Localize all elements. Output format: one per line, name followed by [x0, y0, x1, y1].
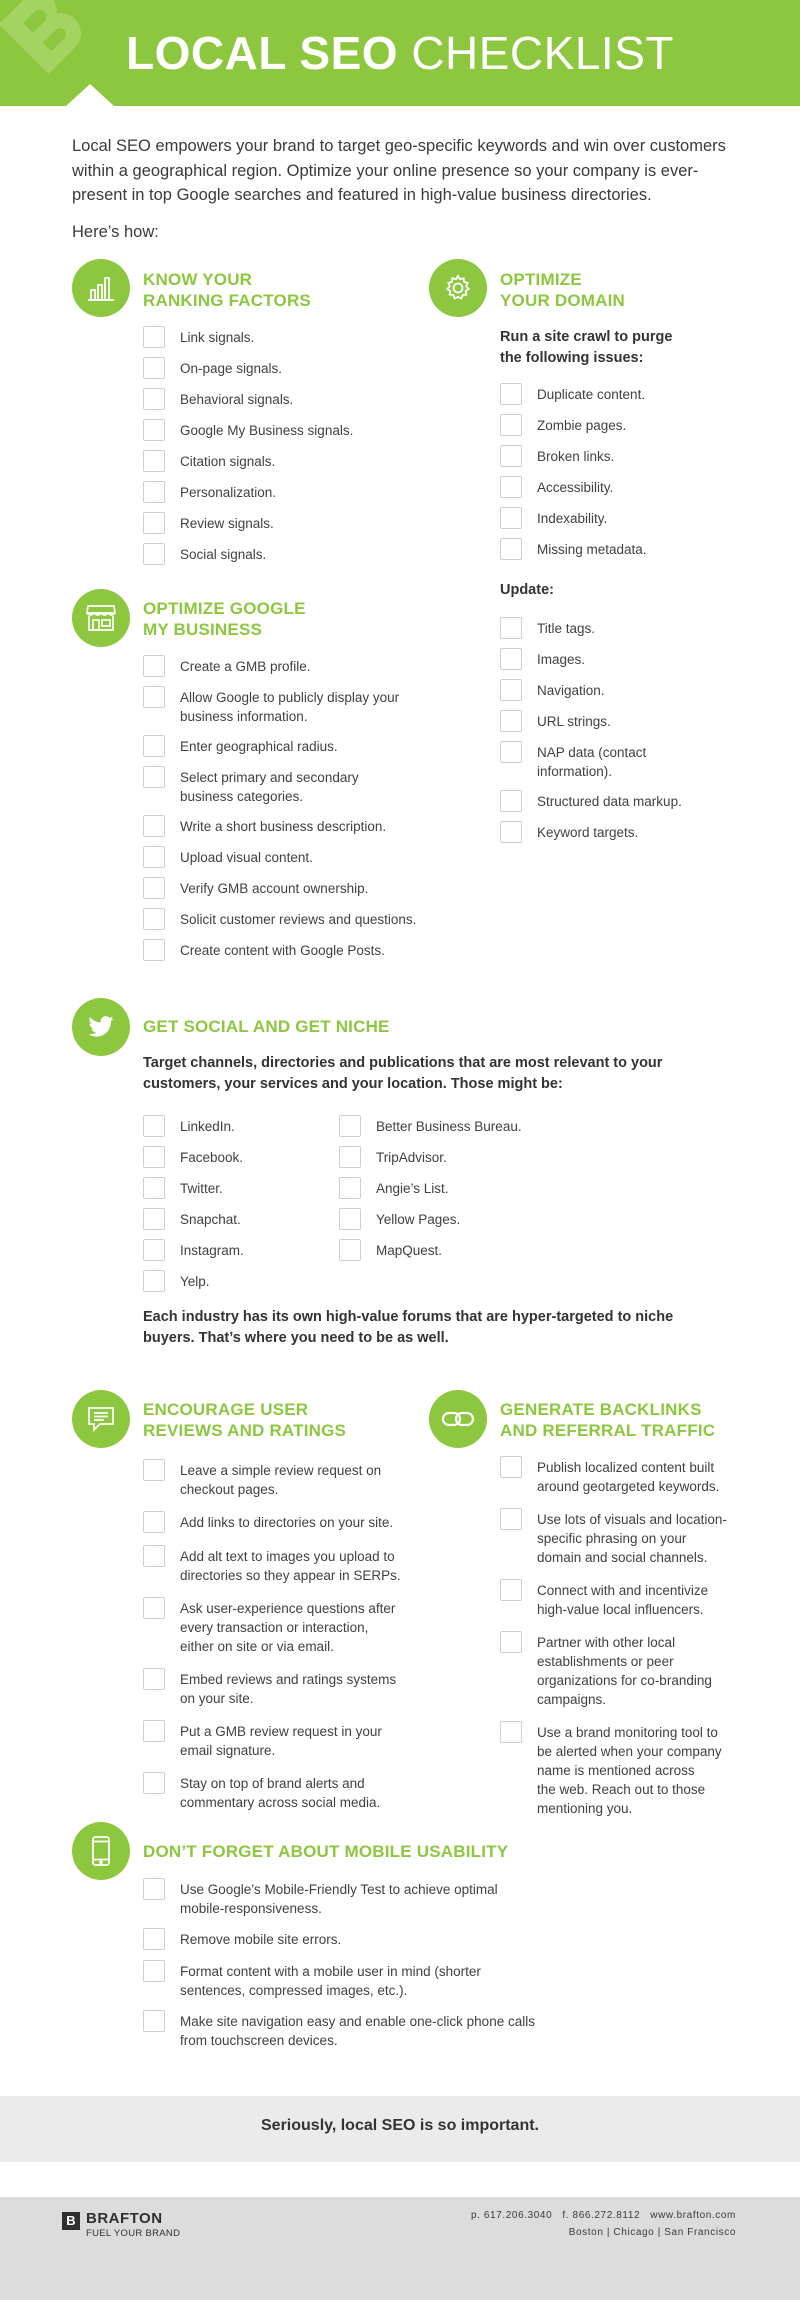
ranking-item-label: Review signals. — [180, 516, 274, 531]
checkbox[interactable] — [500, 1579, 522, 1601]
checkbox[interactable] — [500, 648, 522, 670]
gmb-icon-circle — [72, 589, 130, 647]
social-outro: Each industry has its own high-value forums that are hyper-targeted to niche buyers. That’s where you need to be as well. — [143, 1309, 674, 1346]
gmb-item-label: Create a GMB profile. — [180, 659, 311, 674]
update-item-label: Keyword targets. — [537, 825, 639, 840]
mobile-item — [143, 1880, 563, 1918]
backlinks-item — [500, 1510, 760, 1567]
ranking-item-label: Google My Business signals. — [180, 423, 354, 438]
crawl-item — [500, 447, 760, 467]
update-item — [500, 681, 760, 701]
checkbox[interactable] — [500, 476, 522, 498]
reviews-item-label: Put a GMB review request in your email signature. — [180, 1724, 382, 1758]
checkbox[interactable] — [143, 908, 165, 930]
checkbox[interactable] — [500, 741, 522, 763]
reviews-item-label: Leave a simple review request on checkout pages. — [180, 1463, 382, 1497]
mobile-title: DON’T FORGET ABOUT MOBILE USABILITY — [143, 1842, 509, 1861]
crawl-item — [500, 416, 760, 436]
ranking-item — [143, 421, 403, 441]
backlinks-item — [500, 1458, 760, 1496]
crawl-item-label: Broken links. — [537, 449, 615, 464]
social-item-label: Instagram. — [180, 1243, 244, 1258]
brand-tagline: FUEL YOUR BRAND — [86, 2228, 181, 2239]
reviews-list — [143, 1461, 433, 1812]
checkbox[interactable] — [500, 414, 522, 436]
checkbox[interactable] — [143, 326, 165, 348]
link-chain-icon — [441, 1409, 475, 1429]
ranking-title: KNOW YOUR RANKING FACTORS — [143, 270, 311, 310]
title-light: CHECKLIST — [411, 27, 674, 79]
gmb-item — [143, 737, 443, 757]
backlinks-title: GENERATE BACKLINKS AND REFERRAL TRAFFIC — [500, 1400, 716, 1440]
crawl-item-label: Accessibility. — [537, 480, 614, 495]
gmb-item-label: Select primary and secondary business categories. — [180, 770, 359, 804]
social-item-label: Yelp. — [180, 1274, 210, 1289]
gmb-item-label: Solicit customer reviews and questions. — [180, 912, 417, 927]
mobile-item-label: Remove mobile site errors. — [180, 1932, 342, 1947]
mobile-item-label: Format content with a mobile user in mind (shorter sentences, compressed images, etc.). — [180, 1964, 481, 1998]
gmb-item-label: Write a short business description. — [180, 819, 387, 834]
mobile-item-label: Use Google’s Mobile-Friendly Test to achieve optimal mobile-responsiveness. — [180, 1882, 498, 1916]
update-item — [500, 712, 760, 732]
checkbox[interactable] — [143, 766, 165, 788]
backlinks-item-label: Connect with and incentivize high-value local influencers. — [537, 1583, 709, 1617]
ranking-icon-circle — [72, 259, 130, 317]
social-item-label: Snapchat. — [180, 1212, 241, 1227]
reviews-item-label: Ask user-experience questions after every transaction or interaction, either on site or via email. — [180, 1601, 396, 1654]
gmb-item — [143, 848, 443, 868]
backlinks-icon-circle — [429, 1390, 487, 1448]
checkbox[interactable] — [143, 419, 165, 441]
update-item-label: Navigation. — [537, 683, 605, 698]
update-item — [500, 619, 760, 639]
checkbox[interactable] — [500, 1456, 522, 1478]
ranking-item — [143, 328, 403, 348]
checkbox[interactable] — [143, 735, 165, 757]
social-item — [339, 1179, 559, 1199]
checkbox[interactable] — [143, 1960, 165, 1982]
ranking-item — [143, 390, 403, 410]
checkbox[interactable] — [143, 1239, 165, 1261]
heres-how: Here’s how: — [72, 223, 159, 241]
update-item-label: Structured data markup. — [537, 794, 682, 809]
smartphone-icon — [90, 1835, 112, 1867]
checkbox[interactable] — [143, 1208, 165, 1230]
checkbox[interactable] — [143, 939, 165, 961]
social-item — [339, 1241, 559, 1261]
checkbox[interactable] — [143, 357, 165, 379]
checkbox[interactable] — [339, 1208, 361, 1230]
checkbox[interactable] — [143, 1668, 165, 1690]
crawl-item-label: Missing metadata. — [537, 542, 647, 557]
update-item — [500, 743, 760, 781]
mobile-item — [143, 1962, 563, 2000]
title-bold: LOCAL SEO — [126, 27, 399, 79]
checkbox[interactable] — [500, 790, 522, 812]
checkbox[interactable] — [500, 710, 522, 732]
ranking-item-label: Behavioral signals. — [180, 392, 294, 407]
checkbox[interactable] — [500, 1631, 522, 1653]
header-notch — [66, 84, 114, 106]
checkbox[interactable] — [143, 388, 165, 410]
reviews-item — [143, 1722, 433, 1760]
mobile-item-label: Make site navigation easy and enable one-click phone calls from touchscreen devices. — [180, 2014, 535, 2048]
crawl-item — [500, 385, 760, 405]
checkbox[interactable] — [143, 877, 165, 899]
domain-icon-circle — [429, 259, 487, 317]
social-item — [143, 1241, 323, 1261]
checkbox[interactable] — [143, 1772, 165, 1794]
checkbox[interactable] — [143, 1597, 165, 1619]
checkbox[interactable] — [143, 655, 165, 677]
crawl-item — [500, 509, 760, 529]
gmb-title: OPTIMIZE GOOGLE MY BUSINESS — [143, 599, 306, 639]
update-item-label: NAP data (contact information). — [537, 745, 647, 779]
reviews-item — [143, 1774, 433, 1812]
reviews-title: ENCOURAGE USER REVIEWS AND RATINGS — [143, 1400, 347, 1440]
checkbox[interactable] — [143, 543, 165, 565]
gmb-item — [143, 688, 443, 726]
reviews-icon-circle — [72, 1390, 130, 1448]
backlinks-item-label: Use a brand monitoring tool to be alerted when your company name is mentioned across the web. Reach out to those mentioning you. — [537, 1725, 722, 1816]
social-icon-circle — [72, 998, 130, 1056]
crawl-item-label: Duplicate content. — [537, 387, 646, 402]
crawl-heading: Run a site crawl to purge the following issues: — [500, 329, 673, 366]
ranking-item-label: On-page signals. — [180, 361, 283, 376]
gmb-item — [143, 768, 443, 806]
checkbox[interactable] — [143, 1878, 165, 1900]
gmb-item — [143, 879, 443, 899]
update-item — [500, 792, 760, 812]
ranking-item — [143, 483, 403, 503]
social-list-col2 — [339, 1117, 559, 1261]
ranking-item — [143, 452, 403, 472]
gmb-item — [143, 941, 443, 961]
checkbox[interactable] — [500, 821, 522, 843]
ranking-item-label: Citation signals. — [180, 454, 276, 469]
ranking-item — [143, 514, 403, 534]
mobile-icon-circle — [72, 1822, 130, 1880]
mobile-list — [143, 1880, 563, 2050]
checkbox[interactable] — [500, 445, 522, 467]
social-item — [143, 1117, 323, 1137]
gmb-item-label: Verify GMB account ownership. — [180, 881, 369, 896]
checkbox[interactable] — [500, 1508, 522, 1530]
checkbox[interactable] — [143, 815, 165, 837]
social-intro: Target channels, directories and publications that are most relevant to your customers, your services and your location. Those might be: — [143, 1055, 663, 1092]
gmb-item — [143, 657, 443, 677]
update-item-label: Images. — [537, 652, 586, 667]
backlinks-item — [500, 1723, 760, 1818]
social-item-label: TripAdvisor. — [376, 1150, 447, 1165]
checkbox[interactable] — [143, 1115, 165, 1137]
reviews-item — [143, 1670, 433, 1708]
checkbox[interactable] — [143, 1511, 165, 1533]
checkbox[interactable] — [339, 1177, 361, 1199]
office-locations: Boston | Chicago | San Francisco — [568, 2227, 736, 2238]
social-item-label: MapQuest. — [376, 1243, 443, 1258]
checkbox[interactable] — [500, 383, 522, 405]
gmb-item-label: Enter geographical radius. — [180, 739, 338, 754]
social-item-label: Yellow Pages. — [376, 1212, 461, 1227]
backlinks-item-label: Publish localized content built around geotargeted keywords. — [537, 1460, 720, 1494]
update-item-label: Title tags. — [537, 621, 596, 636]
update-list — [500, 619, 760, 843]
gmb-item — [143, 817, 443, 837]
backlinks-list — [500, 1458, 760, 1818]
checkbox[interactable] — [143, 686, 165, 708]
social-item — [143, 1148, 323, 1168]
social-item-label: Better Business Bureau. — [376, 1119, 522, 1134]
checkbox[interactable] — [339, 1146, 361, 1168]
crawl-item — [500, 540, 760, 560]
mobile-item — [143, 1930, 563, 1950]
crawl-item — [500, 478, 760, 498]
crawl-list — [500, 385, 760, 560]
social-item — [339, 1148, 559, 1168]
checkbox[interactable] — [500, 679, 522, 701]
intro-paragraph: Local SEO empowers your brand to target geo-specific keywords and win over customers within a geographical region. Optimize your online presence so your company is ever-present in top Google searches and featured in high-value business directories. — [72, 137, 726, 204]
social-item — [143, 1210, 323, 1230]
ranking-item-label: Personalization. — [180, 485, 277, 500]
reviews-item-label: Add alt text to images you upload to directories so they appear in SERPs. — [180, 1549, 401, 1583]
checkbox[interactable] — [143, 846, 165, 868]
social-item-label: LinkedIn. — [180, 1119, 235, 1134]
update-item-label: URL strings. — [537, 714, 611, 729]
social-item-label: Facebook. — [180, 1150, 244, 1165]
twitter-bird-icon — [88, 1016, 114, 1038]
reviews-item — [143, 1547, 433, 1585]
crawl-item-label: Indexability. — [537, 511, 608, 526]
social-title: GET SOCIAL AND GET NICHE — [143, 1017, 390, 1036]
gmb-list — [143, 657, 443, 961]
checkbox[interactable] — [143, 1177, 165, 1199]
contact-line: p. 617.206.3040 f. 866.272.8112 www.brafton.com — [470, 2210, 736, 2221]
chat-bubble-icon — [86, 1405, 116, 1433]
reviews-item-label: Embed reviews and ratings systems on your site. — [180, 1672, 397, 1706]
reviews-item-label: Stay on top of brand alerts and commentary across social media. — [180, 1776, 381, 1810]
update-item — [500, 823, 760, 843]
ranking-item-label: Social signals. — [180, 547, 267, 562]
ranking-item — [143, 359, 403, 379]
checkbox[interactable] — [143, 2010, 165, 2032]
header-banner — [0, 0, 800, 106]
checkbox[interactable] — [143, 1459, 165, 1481]
reviews-item — [143, 1599, 433, 1656]
social-item — [339, 1117, 559, 1137]
checkbox[interactable] — [143, 512, 165, 534]
social-item — [143, 1179, 323, 1199]
reviews-item — [143, 1513, 433, 1533]
social-item-label: Angie’s List. — [376, 1181, 449, 1196]
brand-name: BRAFTON — [86, 2210, 163, 2227]
social-list-col1 — [143, 1117, 323, 1292]
storefront-icon — [85, 603, 117, 633]
bar-chart-icon — [86, 273, 116, 303]
domain-title: OPTIMIZE YOUR DOMAIN — [500, 270, 625, 310]
gmb-item-label: Upload visual content. — [180, 850, 313, 865]
backlinks-item — [500, 1633, 760, 1709]
social-item — [339, 1210, 559, 1230]
checkbox[interactable] — [500, 538, 522, 560]
checkbox[interactable] — [500, 507, 522, 529]
ranking-list — [143, 328, 403, 565]
gmb-item-label: Create content with Google Posts. — [180, 943, 385, 958]
social-item — [143, 1272, 323, 1292]
checkbox[interactable] — [143, 1146, 165, 1168]
checkbox[interactable] — [143, 1270, 165, 1292]
gmb-item-label: Allow Google to publicly display your business information. — [180, 690, 400, 724]
checkbox[interactable] — [143, 1545, 165, 1567]
ranking-item-label: Link signals. — [180, 330, 255, 345]
mobile-item — [143, 2012, 563, 2050]
social-item-label: Twitter. — [180, 1181, 223, 1196]
backlinks-item — [500, 1581, 760, 1619]
gmb-item — [143, 910, 443, 930]
crawl-item-label: Zombie pages. — [537, 418, 627, 433]
brand-mark: B — [62, 2212, 80, 2230]
checkbox[interactable] — [500, 617, 522, 639]
checkbox[interactable] — [143, 1928, 165, 1950]
reviews-item — [143, 1461, 433, 1499]
gear-icon — [443, 273, 473, 303]
page-title — [0, 26, 800, 80]
update-item — [500, 650, 760, 670]
checkbox[interactable] — [143, 1720, 165, 1742]
checkbox[interactable] — [339, 1115, 361, 1137]
checkbox[interactable] — [143, 481, 165, 503]
checkbox[interactable] — [500, 1721, 522, 1743]
backlinks-item-label: Use lots of visuals and location- specific phrasing on your domain and social channels. — [537, 1512, 727, 1565]
reviews-item-label: Add links to directories on your site. — [180, 1515, 394, 1530]
checkbox[interactable] — [339, 1239, 361, 1261]
checkbox[interactable] — [143, 450, 165, 472]
backlinks-item-label: Partner with other local establishments or peer organizations for co-branding campaigns. — [537, 1635, 712, 1707]
cta-text: Seriously, local SEO is so important. — [261, 2117, 539, 2134]
update-heading: Update: — [500, 582, 554, 598]
ranking-item — [143, 545, 403, 565]
